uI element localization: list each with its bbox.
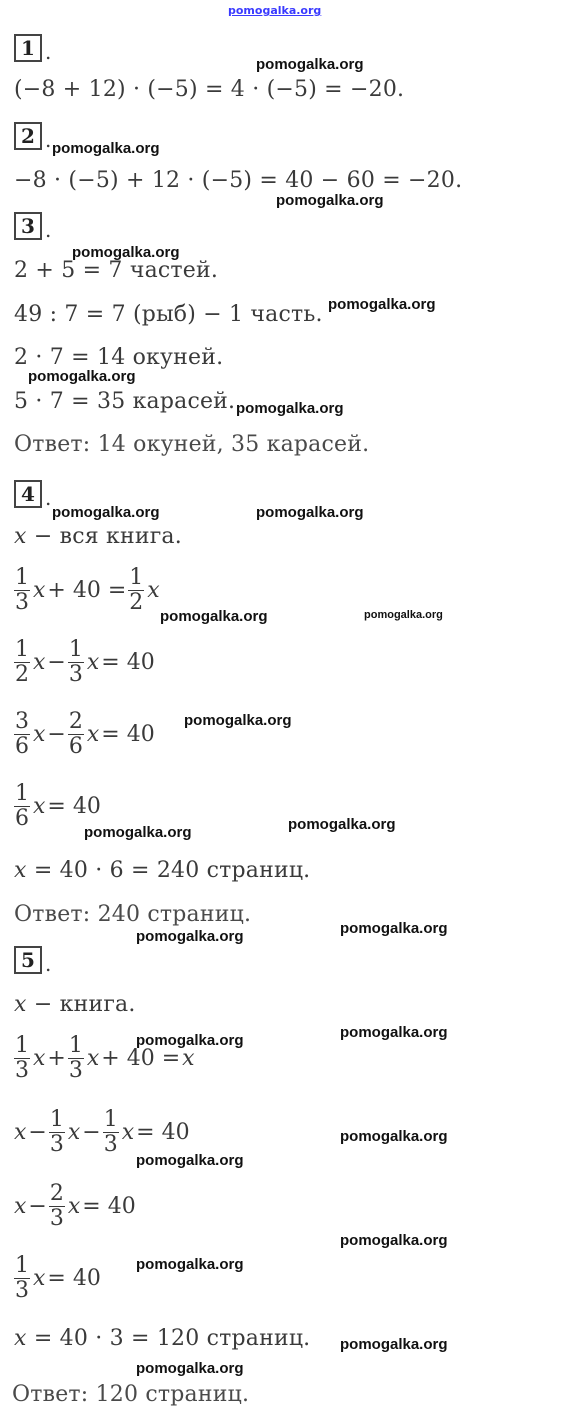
equation-text: = 40 bbox=[101, 650, 155, 675]
watermark-text: pomogalka.org bbox=[136, 1256, 244, 1273]
intro-text: − вся книга. bbox=[33, 524, 182, 549]
fraction: $\frac{1}{3}$ bbox=[103, 1107, 118, 1157]
variable: x bbox=[14, 1120, 27, 1145]
variable: x bbox=[33, 650, 46, 675]
variable: x bbox=[14, 858, 27, 883]
watermark-text: pomogalka.org bbox=[52, 140, 160, 157]
variable: x bbox=[14, 524, 27, 549]
fraction: $\frac{1}{3}$ bbox=[68, 637, 83, 687]
fraction: $\frac{2}{6}$ bbox=[68, 709, 83, 759]
task-4-answer: Ответ: 240 страниц. bbox=[14, 902, 252, 927]
task-5-number: 5 . bbox=[14, 946, 51, 974]
task-number-box: 1 bbox=[14, 34, 42, 62]
variable: x bbox=[33, 1266, 46, 1291]
equation-text: = 40 bbox=[136, 1120, 190, 1145]
task-3-number: 3 . bbox=[14, 212, 51, 240]
watermark-text: pomogalka.org bbox=[84, 824, 192, 841]
task-1-line-1: (−8 + 12) · (−5) = 4 · (−5) = −20. bbox=[14, 77, 405, 102]
equation-text: + 40 = bbox=[101, 1046, 181, 1071]
result-text: = 40 · 6 = 240 страниц. bbox=[33, 858, 311, 883]
operator: − bbox=[28, 1194, 47, 1219]
fraction: $\frac{1}{3}$ bbox=[49, 1107, 64, 1157]
fraction: $\frac{2}{3}$ bbox=[49, 1181, 64, 1231]
watermark-text: pomogalka.org bbox=[160, 608, 268, 625]
task-3-answer: Ответ: 14 окуней, 35 карасей. bbox=[14, 432, 370, 457]
equation-text: + 40 = bbox=[47, 578, 127, 603]
watermark-text: pomogalka.org bbox=[256, 504, 364, 521]
fraction: $\frac{1}{2}$ bbox=[129, 565, 144, 615]
operator: − bbox=[47, 650, 66, 675]
watermark-text: pomogalka.org bbox=[28, 368, 136, 385]
watermark-text: pomogalka.org bbox=[276, 192, 384, 209]
variable: x bbox=[121, 1120, 135, 1145]
task-number-box: 4 bbox=[14, 480, 42, 508]
watermark-text: pomogalka.org bbox=[340, 1024, 448, 1041]
task-number-box: 5 bbox=[14, 946, 42, 974]
equation-text: = 40 bbox=[47, 794, 101, 819]
variable: x bbox=[33, 1046, 46, 1071]
watermark-text: pomogalka.org bbox=[136, 1152, 244, 1169]
task-4-result bbox=[14, 858, 310, 884]
task-4-intro bbox=[14, 524, 182, 550]
watermark-text: pomogalka.org bbox=[328, 296, 436, 313]
fraction: $\frac{3}{6}$ bbox=[15, 709, 29, 759]
fraction: $\frac{1}{3}$ bbox=[15, 565, 29, 615]
result-text: = 40 · 3 = 120 страниц. bbox=[33, 1326, 311, 1351]
watermark-text: pomogalka.org bbox=[256, 56, 364, 73]
variable: x bbox=[86, 1046, 100, 1071]
variable: x bbox=[86, 650, 100, 675]
task-5-result bbox=[14, 1326, 310, 1352]
operator: − bbox=[47, 722, 66, 747]
task-5-equation-2 bbox=[14, 1108, 192, 1157]
equation-text: = 40 bbox=[47, 1266, 101, 1291]
watermark-text: pomogalka.org bbox=[136, 1360, 244, 1377]
variable: x bbox=[86, 722, 100, 747]
task-5-equation-4 bbox=[14, 1254, 103, 1303]
fraction: $\frac{1}{3}$ bbox=[15, 1253, 29, 1303]
fraction: $\frac{1}{3}$ bbox=[68, 1033, 83, 1083]
variable: x bbox=[14, 1326, 27, 1351]
watermark-text: pomogalka.org bbox=[236, 400, 344, 417]
fraction: $\frac{1}{2}$ bbox=[15, 637, 29, 687]
watermark-text: pomogalka.org bbox=[340, 1128, 448, 1145]
task-1-number: 1 . bbox=[14, 34, 51, 62]
variable: x bbox=[14, 1194, 27, 1219]
watermark-text: pomogalka.org bbox=[72, 244, 180, 261]
watermark-text: pomogalka.org bbox=[364, 609, 443, 621]
operator: + bbox=[47, 1046, 66, 1071]
task-4-equation-1 bbox=[14, 566, 160, 615]
variable: x bbox=[33, 578, 46, 603]
task-number-box: 3 bbox=[14, 212, 42, 240]
watermark-text: pomogalka.org bbox=[340, 1232, 448, 1249]
fraction: $\frac{1}{3}$ bbox=[15, 1033, 29, 1083]
operator: − bbox=[82, 1120, 101, 1145]
variable: x bbox=[147, 578, 160, 603]
variable: x bbox=[33, 794, 46, 819]
watermark-text: pomogalka.org bbox=[340, 1336, 448, 1353]
variable: x bbox=[67, 1120, 81, 1145]
variable: x bbox=[67, 1194, 81, 1219]
watermark-text: pomogalka.org bbox=[288, 816, 396, 833]
watermark-text: pomogalka.org bbox=[136, 928, 244, 945]
equation-text: = 40 bbox=[101, 722, 155, 747]
task-4-number: 4 . bbox=[14, 480, 51, 508]
task-number-box: 2 bbox=[14, 122, 42, 150]
task-5-intro bbox=[14, 992, 136, 1018]
variable: x bbox=[182, 1046, 195, 1071]
fraction: $\frac{1}{6}$ bbox=[15, 781, 29, 831]
task-5-equation-3 bbox=[14, 1182, 138, 1231]
site-link[interactable]: pomogalka.org bbox=[228, 4, 322, 17]
variable: x bbox=[33, 722, 46, 747]
task-5-answer: Ответ: 120 страниц. bbox=[12, 1382, 250, 1407]
task-3-line-2: 49 : 7 = 7 (рыб) − 1 часть. bbox=[14, 302, 323, 327]
task-2-line-1: −8 · (−5) + 12 · (−5) = 40 − 60 = −20. bbox=[14, 168, 463, 193]
task-3-line-1: 2 + 5 = 7 частей. bbox=[14, 258, 219, 283]
watermark-text: pomogalka.org bbox=[136, 1032, 244, 1049]
task-4-equation-2 bbox=[14, 638, 157, 687]
task-3-line-3: 2 · 7 = 14 окуней. bbox=[14, 345, 224, 370]
watermark-text: pomogalka.org bbox=[52, 504, 160, 521]
task-2-number: 2 . bbox=[14, 122, 51, 150]
watermark-text: pomogalka.org bbox=[184, 712, 292, 729]
variable: x bbox=[14, 992, 27, 1017]
intro-text: − книга. bbox=[33, 992, 136, 1017]
task-3-line-4: 5 · 7 = 35 карасей. bbox=[14, 389, 236, 414]
task-4-equation-3 bbox=[14, 710, 157, 759]
watermark-text: pomogalka.org bbox=[340, 920, 448, 937]
operator: − bbox=[28, 1120, 47, 1145]
equation-text: = 40 bbox=[82, 1194, 136, 1219]
